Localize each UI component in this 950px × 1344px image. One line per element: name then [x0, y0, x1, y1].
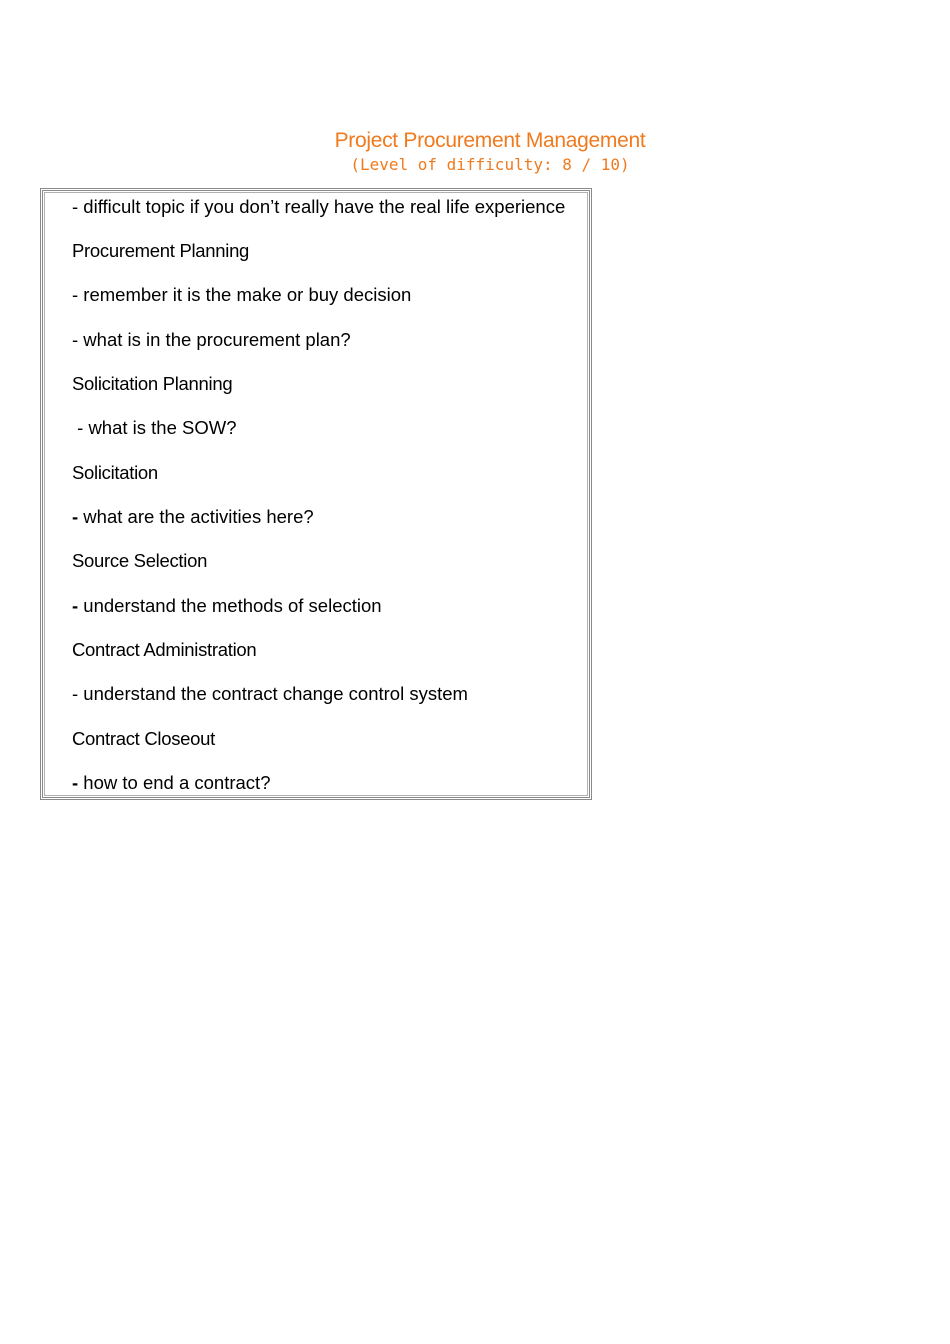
difficulty-subtitle: (Level of difficulty: 8 / 10) [350, 155, 630, 174]
notes-box [40, 188, 592, 800]
contract-closeout-heading: Contract Closeout [72, 728, 215, 749]
procurement-planning-note-1: - remember it is the make or buy decision [72, 284, 412, 305]
solicitation-note-text: what are the activities here? [78, 506, 314, 527]
solicitation-note [72, 505, 314, 529]
procurement-planning-heading: Procurement Planning [72, 240, 250, 261]
solicitation-planning-heading: Solicitation Planning [72, 373, 233, 394]
source-selection-dash: - [72, 595, 79, 616]
solicitation-dash: - [72, 506, 79, 527]
contract-closeout-dash: - [72, 772, 79, 793]
solicitation-planning-note-1: - what is the SOW? [72, 417, 237, 438]
page-title: Project Procurement Management [334, 129, 646, 152]
source-selection-note [72, 594, 382, 618]
contract-administration-note-1: - understand the contract change control system [72, 683, 468, 704]
source-selection-heading: Source Selection [72, 550, 208, 571]
contract-closeout-note [72, 771, 271, 795]
intro-note: - difficult topic if you don’t really have the real life experience [72, 196, 566, 217]
contract-closeout-note-text: how to end a contract? [78, 772, 271, 793]
contract-administration-heading: Contract Administration [72, 639, 257, 660]
solicitation-heading: Solicitation [72, 462, 158, 483]
source-selection-note-text: understand the methods of selection [78, 595, 382, 616]
procurement-planning-note-2: - what is in the procurement plan? [72, 329, 351, 350]
